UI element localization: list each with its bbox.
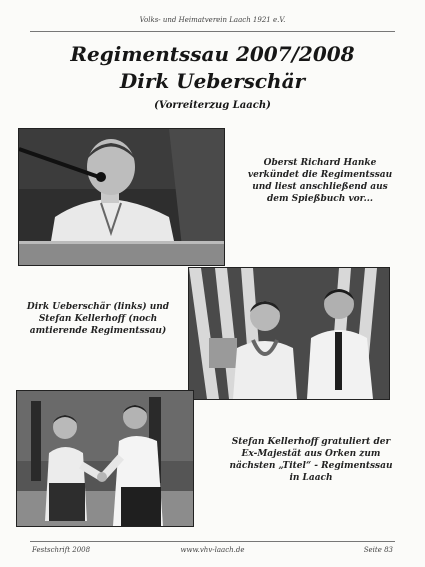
page-subtitle: Dirk Ueberschär <box>119 69 306 93</box>
footer-page-number: Seite 83 <box>363 546 393 554</box>
page-title: Regimentssau 2007/2008 <box>70 42 355 66</box>
photo-speaker <box>18 128 225 266</box>
footer-website: www.vhv-laach.de <box>180 546 245 554</box>
page-subtitle-note: (Vorreiterzug Laach) <box>154 100 271 111</box>
caption-handshake: Stefan Kellerhoff gratuliert der Ex-Majestät aus Orken zum nächsten „Titel“ - Regimentssau in Laach <box>229 437 393 483</box>
footer-rule <box>30 541 395 542</box>
header-rule <box>30 31 395 32</box>
caption-speaker: Oberst Richard Hanke verkündet die Regimentssau und liest anschließend aus dem Spießbuch vor... <box>247 158 393 204</box>
caption-two-men: Dirk Ueberschär (links) und Stefan Kellerhoff (noch amtierende Regimentssau) <box>26 302 170 336</box>
page-header: Volks- und Heimatverein Laach 1921 e.V. <box>139 16 286 24</box>
footer-left: Festschrift 2008 <box>32 546 91 554</box>
photo-two-men <box>188 267 390 400</box>
photo-handshake <box>16 390 194 527</box>
